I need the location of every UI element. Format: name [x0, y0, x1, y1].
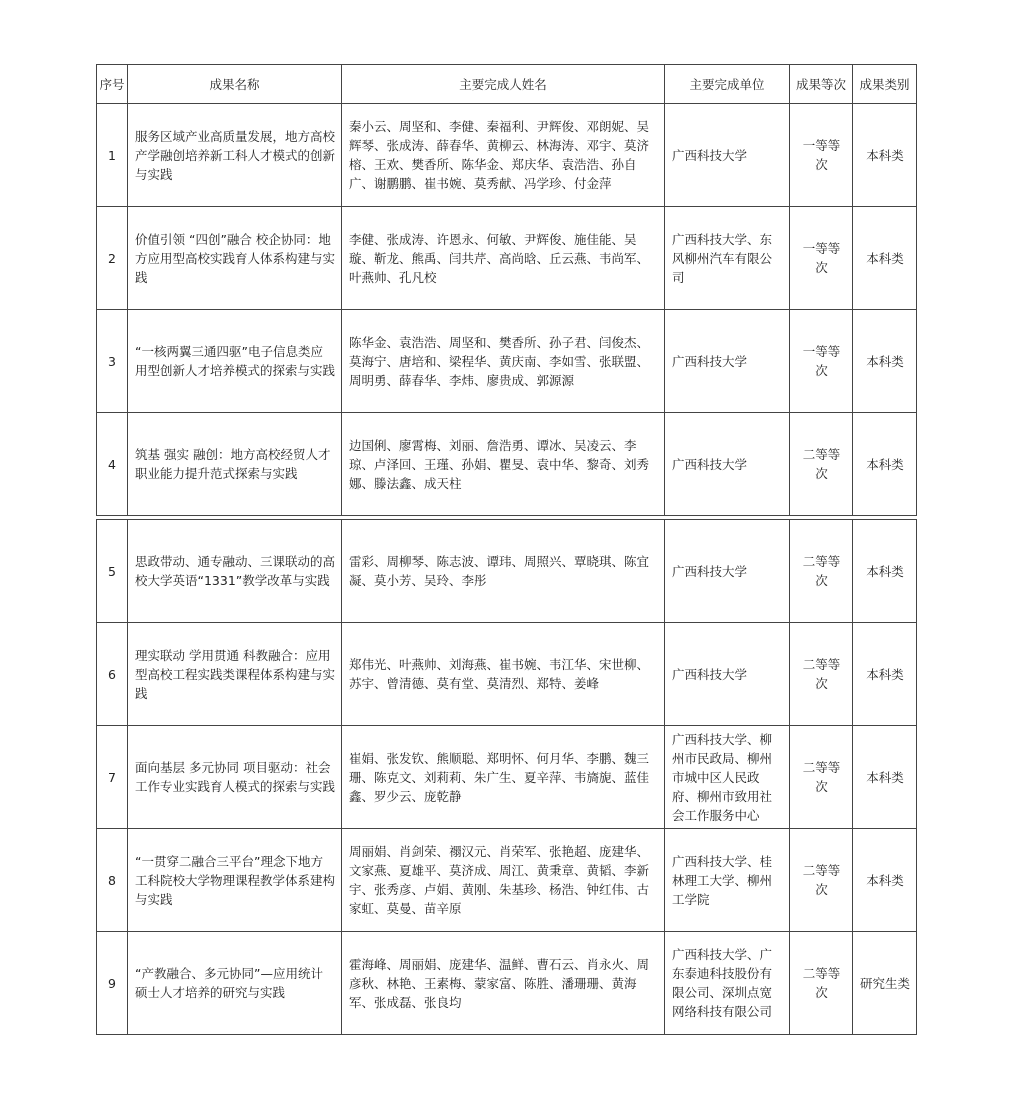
cell-category: 本科类 [853, 829, 917, 932]
table-row [97, 623, 917, 726]
cell-index: 4 [97, 413, 128, 516]
header-name: 成果名称 [128, 65, 342, 104]
cell-grade: 二等等次 [790, 623, 853, 726]
cell-units: 广西科技大学、广东泰迪科技股份有限公司、深圳点宽网络科技有限公司 [665, 932, 790, 1035]
cell-name: “一核两翼三通四驱”电子信息类应用型创新人才培养模式的探索与实践 [128, 310, 342, 413]
header-units: 主要完成单位 [665, 65, 790, 104]
table-row [97, 104, 917, 207]
cell-units: 广西科技大学 [665, 413, 790, 516]
table-row [97, 207, 917, 310]
cell-category: 本科类 [853, 726, 917, 829]
cell-members: 边国俐、廖霄梅、刘丽、詹浩勇、谭冰、吴凌云、李琼、卢泽回、王瑾、孙娟、瞿旻、袁中华、黎奇、刘秀娜、滕法鑫、成天柱 [342, 413, 665, 516]
cell-units: 广西科技大学 [665, 104, 790, 207]
header-grade: 成果等次 [790, 65, 853, 104]
cell-units: 广西科技大学、柳州市民政局、柳州市城中区人民政府、柳州市致用社会工作服务中心 [665, 726, 790, 829]
cell-members: 李健、张成涛、许恩永、何敏、尹辉俊、施佳能、吴璇、靳龙、熊禹、闫共芹、高尚晗、丘云燕、韦尚军、叶燕帅、孔凡校 [342, 207, 665, 310]
cell-category: 本科类 [853, 207, 917, 310]
cell-name: 思政带动、通专融动、三课联动的高校大学英语“1331”教学改革与实践 [128, 520, 342, 623]
header-index: 序号 [97, 65, 128, 104]
cell-units: 广西科技大学 [665, 310, 790, 413]
table-row [97, 413, 917, 516]
cell-index: 6 [97, 623, 128, 726]
cell-units: 广西科技大学 [665, 520, 790, 623]
table-row [97, 310, 917, 413]
cell-index: 9 [97, 932, 128, 1035]
cell-name: 服务区域产业高质量发展，地方高校产学融创培养新工科人才模式的创新与实践 [128, 104, 342, 207]
cell-grade: 二等等次 [790, 413, 853, 516]
cell-units: 广西科技大学、东风柳州汽车有限公司 [665, 207, 790, 310]
cell-category: 本科类 [853, 413, 917, 516]
cell-units: 广西科技大学 [665, 623, 790, 726]
cell-category: 本科类 [853, 623, 917, 726]
cell-category: 研究生类 [853, 932, 917, 1035]
cell-members: 崔娟、张发钦、熊顺聪、郑明怀、何月华、李鹏、魏三珊、陈克文、刘莉莉、朱广生、夏辛萍、韦旖旎、蓝佳鑫、罗少云、庞乾静 [342, 726, 665, 829]
cell-index: 5 [97, 520, 128, 623]
cell-category: 本科类 [853, 520, 917, 623]
cell-members: 秦小云、周坚和、李健、秦福利、尹辉俊、邓朗妮、吴辉琴、张成涛、薛春华、黄柳云、林海涛、邓宇、莫济榕、王欢、樊香所、陈华金、郑庆华、袁浩浩、孙自广、谢鹏鹏、崔书婉、莫秀献、冯学珍、付金萍 [342, 104, 665, 207]
cell-grade: 二等等次 [790, 932, 853, 1035]
achievements-table [96, 64, 917, 1035]
cell-grade: 一等等次 [790, 310, 853, 413]
cell-index: 3 [97, 310, 128, 413]
cell-index: 8 [97, 829, 128, 932]
cell-members: 陈华金、袁浩浩、周坚和、樊香所、孙子君、闫俊杰、莫海宁、唐培和、梁程华、黄庆南、李如雪、张联盟、周明勇、薛春华、李炜、廖贵成、郭源源 [342, 310, 665, 413]
table-header-row [97, 65, 917, 104]
cell-index: 1 [97, 104, 128, 207]
cell-category: 本科类 [853, 310, 917, 413]
cell-members: 周丽娟、肖剑荣、禤汉元、肖荣军、张艳超、庞建华、文家燕、夏雄平、莫济成、周江、黄秉章、黄韬、李新宇、张秀彦、卢娟、黄刚、朱基珍、杨浩、钟红伟、古家虹、莫曼、苗辛原 [342, 829, 665, 932]
cell-members: 郑伟光、叶燕帅、刘海燕、崔书婉、韦江华、宋世柳、苏宇、曾清德、莫有堂、莫清烈、郑特、姜峰 [342, 623, 665, 726]
cell-index: 7 [97, 726, 128, 829]
table-row [97, 829, 917, 932]
cell-index: 2 [97, 207, 128, 310]
cell-grade: 一等等次 [790, 104, 853, 207]
cell-grade: 二等等次 [790, 726, 853, 829]
cell-units: 广西科技大学、桂林理工大学、柳州工学院 [665, 829, 790, 932]
table-row [97, 520, 917, 623]
achievements-table-wrapper [96, 64, 916, 1035]
cell-members: 霍海峰、周丽娟、庞建华、温鲜、曹石云、肖永火、周彦秋、林艳、王素梅、蒙家富、陈胜、潘珊珊、黄海军、张成磊、张良均 [342, 932, 665, 1035]
cell-name: “一贯穿二融合三平台”理念下地方工科院校大学物理课程教学体系建构与实践 [128, 829, 342, 932]
cell-category: 本科类 [853, 104, 917, 207]
cell-name: 价值引领 “四创”融合 校企协同：地方应用型高校实践育人体系构建与实践 [128, 207, 342, 310]
cell-grade: 二等等次 [790, 520, 853, 623]
header-members: 主要完成人姓名 [342, 65, 665, 104]
cell-name: 理实联动 学用贯通 科教融合：应用型高校工程实践类课程体系构建与实践 [128, 623, 342, 726]
cell-grade: 二等等次 [790, 829, 853, 932]
table-row [97, 932, 917, 1035]
cell-grade: 一等等次 [790, 207, 853, 310]
header-category: 成果类别 [853, 65, 917, 104]
cell-members: 雷彩、周柳琴、陈志波、谭玮、周照兴、覃晓琪、陈宜凝、莫小芳、吴玲、李彤 [342, 520, 665, 623]
cell-name: 面向基层 多元协同 项目驱动：社会工作专业实践育人模式的探索与实践 [128, 726, 342, 829]
table-row [97, 726, 917, 829]
cell-name: 筑基 强实 融创：地方高校经贸人才职业能力提升范式探索与实践 [128, 413, 342, 516]
cell-name: “产教融合、多元协同”—应用统计硕士人才培养的研究与实践 [128, 932, 342, 1035]
